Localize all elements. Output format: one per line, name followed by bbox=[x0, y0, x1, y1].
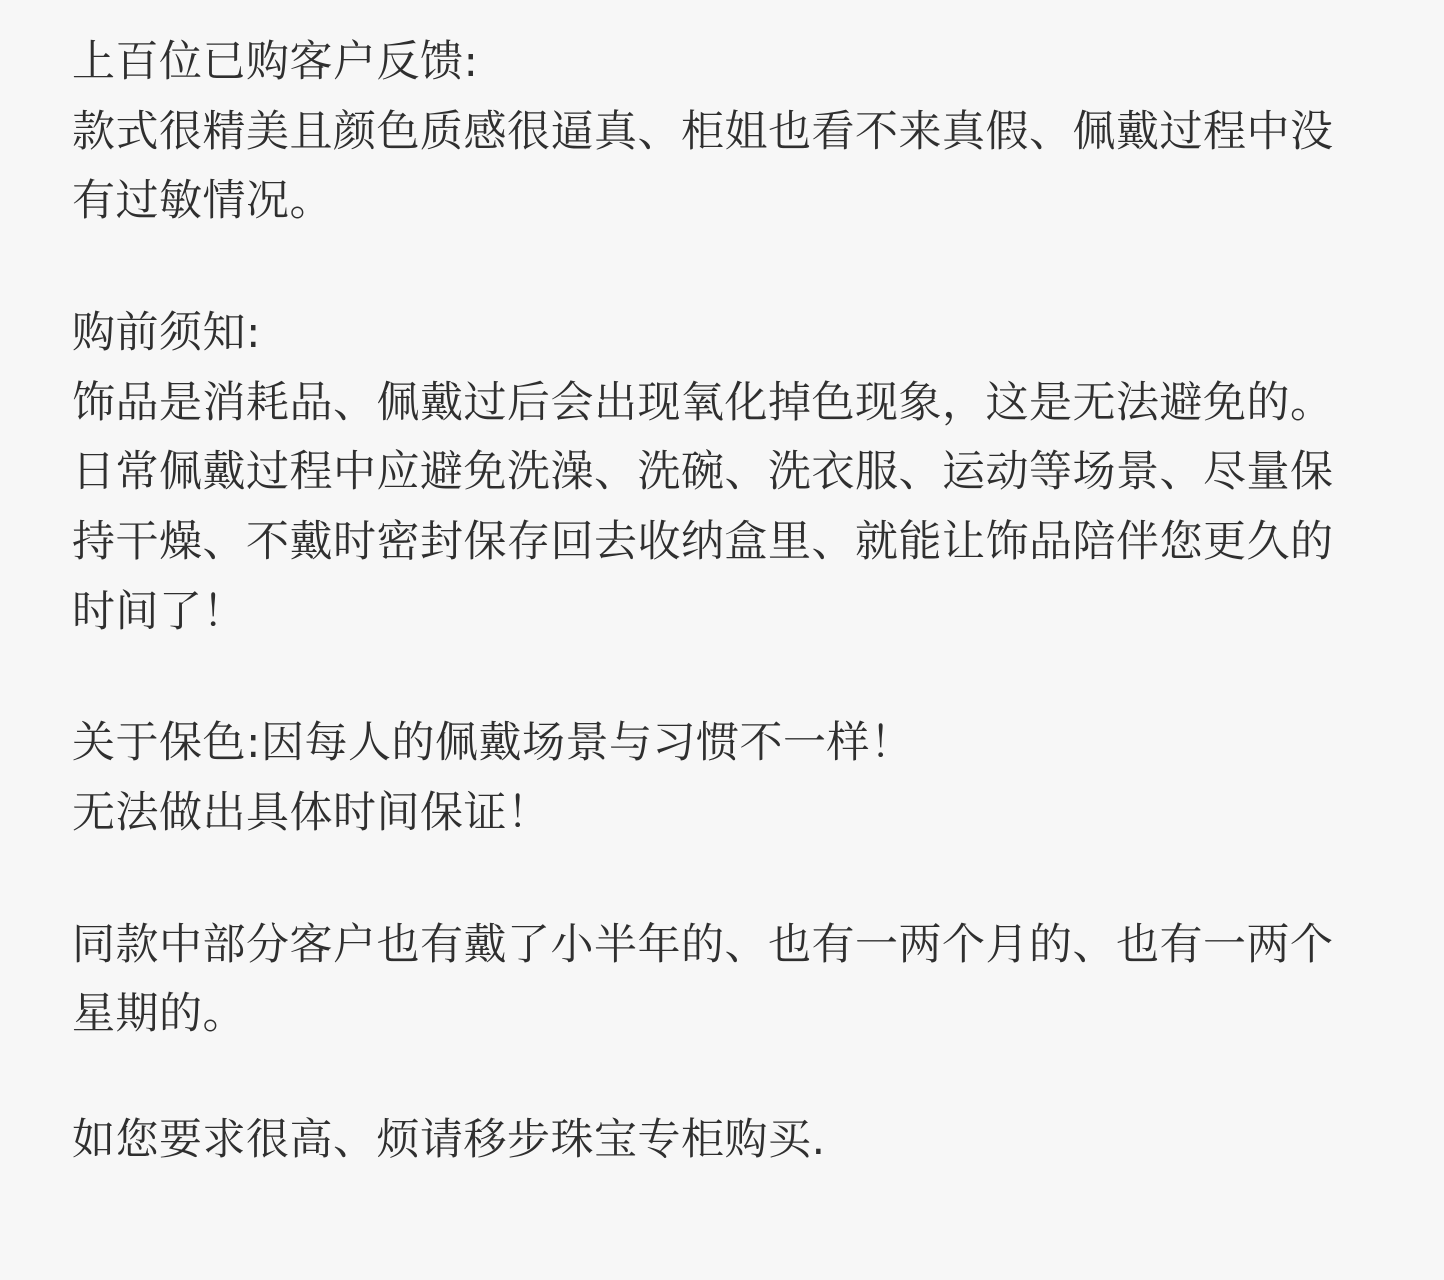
section-gap bbox=[72, 237, 1334, 299]
section-paragraph: 饰品是消耗品、佩戴过后会出现氧化掉色现象，这是无法避免的。 bbox=[72, 377, 1334, 428]
section-gap bbox=[72, 647, 1334, 709]
section-heading: 购前须知: bbox=[72, 307, 261, 358]
section-paragraph: 同款中部分客户也有戴了小半年的、也有一两个月的、也有一两个星期的。 bbox=[72, 919, 1334, 1040]
section-paragraph: 日常佩戴过程中应避免洗澡、洗碗、洗衣服、运动等场景、尽量保持干燥、不戴时密封保存回去收纳盒里、就能让饰品陪伴您更久的时间了！ bbox=[72, 447, 1334, 637]
section-heading: 上百位已购客户反馈: bbox=[72, 37, 479, 87]
section-pre-purchase-notice bbox=[72, 299, 1334, 647]
section-gap bbox=[72, 849, 1334, 911]
section-paragraph: 无法做出具体时间保证！ bbox=[72, 787, 551, 838]
section-high-requirement-note bbox=[72, 1106, 1334, 1176]
section-paragraph: 如您要求很高、烦请移步珠宝专柜购买. bbox=[72, 1114, 826, 1165]
section-wear-duration bbox=[72, 911, 1334, 1050]
section-paragraph: 款式很精美且颜色质感很逼真、柜姐也看不来真假、佩戴过程中没有过敏情况。 bbox=[72, 106, 1334, 227]
section-color-retention bbox=[72, 709, 1334, 848]
section-paragraph: 关于保色:因每人的佩戴场景与习惯不一样！ bbox=[72, 718, 914, 769]
section-customer-feedback bbox=[72, 28, 1334, 237]
section-gap bbox=[72, 1050, 1334, 1106]
